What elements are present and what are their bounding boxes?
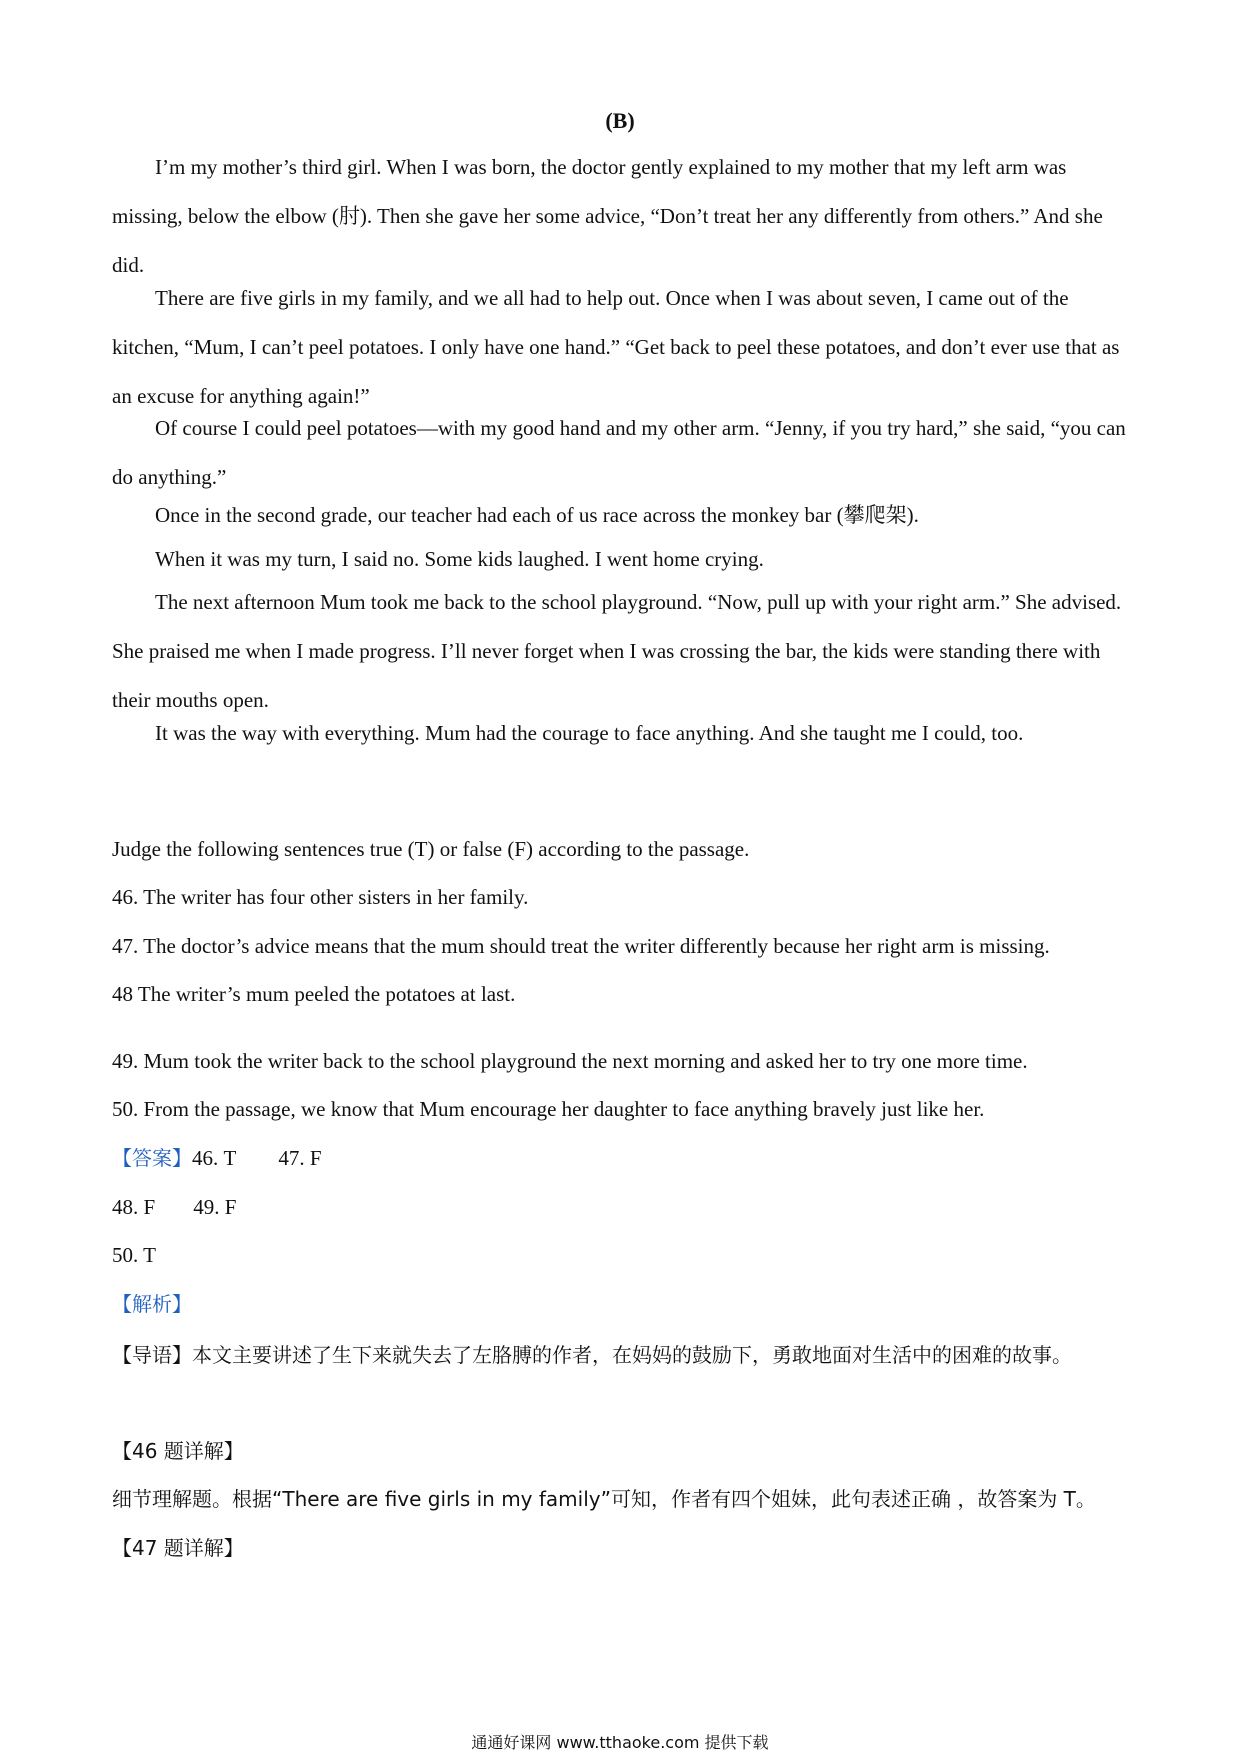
passage-paragraph-3: Of course I could peel potatoes—with my good hand and my other arm. “Jenny, if you try hard,” she said, “you can do anything.”	[112, 416, 1126, 489]
q46-detail-text: 细节理解题。根据“There are five girls in my family”可知，作者有四个姐妹，此句表述正确 ，故答案为 T。	[112, 1487, 1096, 1511]
section-title: (B)	[605, 108, 635, 133]
question-49: 49. Mum took the writer back to the school playground the next morning and asked her to try one more time.	[112, 1049, 1028, 1073]
passage-paragraph-7: It was the way with everything. Mum had the courage to face anything. And she taught me I could, too.	[155, 721, 1024, 745]
passage-paragraph-6: The next afternoon Mum took me back to the school playground. “Now, pull up with your right arm.” She advised. She praised me when I made progress. I’ll never forget when I was crossing the bar, the kids were standing there with their mouths open.	[112, 590, 1122, 712]
answer-48: 48. F	[112, 1195, 156, 1219]
passage-paragraph-4: Once in the second grade, our teacher had each of us race across the monkey bar (攀爬架).	[155, 503, 919, 527]
question-47: 47. The doctor’s advice means that the mum should treat the writer differently because her right arm is missing.	[112, 934, 1050, 958]
q46-detail-label: 【46 题详解】	[112, 1439, 244, 1463]
answer-50: 50. T	[112, 1243, 156, 1267]
passage-paragraph-5: When it was my turn, I said no. Some kids laughed. I went home crying.	[155, 547, 764, 571]
question-50: 50. From the passage, we know that Mum encourage her daughter to face anything bravely just like her.	[112, 1097, 985, 1121]
page-footer: 通通好课网 www.tthaoke.com 提供下载	[471, 1733, 769, 1752]
answer-49: 49. F	[193, 1195, 237, 1219]
intro-text: 本文主要讲述了生下来就失去了左胳膊的作者，在妈妈的鼓励下，勇敢地面对生活中的困难的故事。	[192, 1343, 1072, 1367]
instruction: Judge the following sentences true (T) or false (F) according to the passage.	[112, 837, 750, 861]
intro-label: 【导语】	[112, 1343, 192, 1367]
answer-line-3	[112, 1240, 1142, 1270]
answer-47: 47. F	[278, 1146, 322, 1170]
answer-line-2	[112, 1192, 1142, 1222]
q47-detail-label: 【47 题详解】	[112, 1536, 244, 1560]
analysis-intro	[112, 1331, 1132, 1380]
question-48: 48 The writer’s mum peeled the potatoes at last.	[112, 982, 516, 1006]
analysis-label: 【解析】	[112, 1292, 192, 1316]
answer-label: 【答案】	[112, 1146, 192, 1170]
passage-paragraph-2: There are five girls in my family, and we all had to help out. Once when I was about seven, I came out of the kitchen, “Mum, I can’t peel potatoes. I only have one hand.” “Get back to peel these potatoes, and don’t ever use that as an excuse for anything again!”	[112, 286, 1120, 408]
answer-line-1	[112, 1143, 1142, 1173]
passage-paragraph-1: I’m my mother’s third girl. When I was born, the doctor gently explained to my mother that my left arm was missing, below the elbow (肘). Then she gave her some advice, “Don’t treat her any differently from others.” And she did.	[112, 155, 1103, 277]
answer-46: 46. T	[192, 1146, 237, 1170]
question-46: 46. The writer has four other sisters in her family.	[112, 885, 529, 909]
